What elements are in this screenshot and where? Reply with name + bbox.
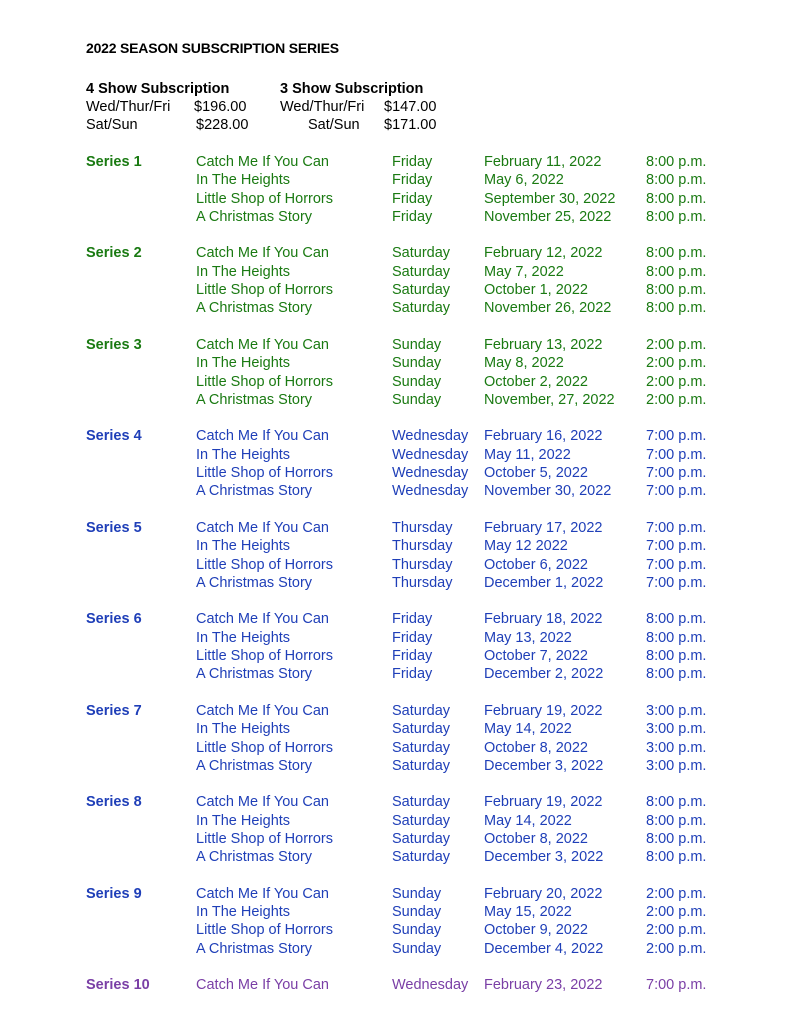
show-time: 8:00 p.m. [646, 245, 707, 262]
show-row [0, 812, 791, 830]
series-block [0, 427, 791, 500]
show-day: Saturday [392, 739, 451, 756]
series-block [0, 976, 791, 994]
series-label: Series 4 [86, 428, 142, 445]
show-day: Saturday [392, 245, 451, 262]
show-date: November, 27, 2022 [484, 391, 615, 408]
show-row [0, 665, 791, 683]
show-time: 3:00 p.m. [646, 702, 707, 719]
show-time: 8:00 p.m. [646, 154, 707, 170]
show-day: Saturday [392, 757, 451, 774]
show-date: December 2, 2022 [484, 666, 604, 683]
show-time: 8:00 p.m. [646, 263, 707, 280]
show-day: Wednesday [392, 446, 469, 463]
show-date: October 8, 2022 [484, 739, 588, 756]
price-label: Sat/Sun [308, 117, 360, 133]
show-time: 2:00 p.m. [646, 904, 707, 921]
show-row [0, 299, 791, 317]
show-title: Little Shop of Horrors [196, 922, 334, 939]
show-title: In The Heights [196, 904, 291, 921]
show-day: Friday [392, 629, 433, 646]
series-label: Series 3 [86, 336, 142, 353]
price-value: $171.00 [384, 117, 437, 133]
show-day: Sunday [392, 940, 442, 957]
show-row [0, 574, 791, 592]
price-row [86, 116, 248, 134]
show-time: 2:00 p.m. [646, 922, 707, 939]
show-date: December 3, 2022 [484, 849, 604, 866]
show-time: 7:00 p.m. [646, 538, 707, 555]
show-day: Sunday [392, 373, 442, 390]
show-day: Sunday [392, 391, 442, 408]
show-title: A Christmas Story [196, 483, 313, 500]
show-time: 7:00 p.m. [646, 574, 707, 591]
show-date: October 8, 2022 [484, 830, 588, 847]
show-date: October 1, 2022 [484, 282, 588, 299]
show-date: May 14, 2022 [484, 721, 572, 738]
show-row [0, 739, 791, 757]
show-day: Saturday [392, 263, 451, 280]
show-title: In The Heights [196, 629, 291, 646]
show-title: Little Shop of Horrors [196, 190, 334, 207]
price-row [86, 98, 248, 116]
show-day: Saturday [392, 849, 451, 866]
show-row [0, 830, 791, 848]
show-title: Catch Me If You Can [196, 428, 329, 445]
show-day: Friday [392, 154, 433, 170]
show-row [0, 153, 791, 171]
show-row [0, 281, 791, 299]
show-day: Saturday [392, 300, 451, 317]
series-block [0, 244, 791, 317]
show-row [0, 903, 791, 921]
series-label: Series 9 [86, 885, 142, 902]
show-title: A Christmas Story [196, 940, 313, 957]
series-label: Series 2 [86, 245, 142, 262]
price-label: Wed/Thur/Fri [280, 99, 365, 115]
show-title: A Christmas Story [196, 666, 313, 683]
show-row [0, 556, 791, 574]
show-time: 8:00 p.m. [646, 629, 707, 646]
show-time: 7:00 p.m. [646, 465, 707, 482]
show-row [0, 482, 791, 500]
show-time: 2:00 p.m. [646, 940, 707, 957]
show-title: Little Shop of Horrors [196, 556, 334, 573]
series-label: Series 5 [86, 519, 142, 536]
page-title: 2022 SEASON SUBSCRIPTION SERIES [86, 40, 339, 56]
series-label: Series 1 [86, 154, 142, 170]
show-row [0, 610, 791, 628]
show-date: November 26, 2022 [484, 300, 612, 317]
show-row [0, 244, 791, 262]
show-day: Saturday [392, 721, 451, 738]
show-row [0, 208, 791, 226]
show-row [0, 793, 791, 811]
show-title: Little Shop of Horrors [196, 465, 334, 482]
show-date: February 17, 2022 [484, 519, 603, 536]
show-title: In The Heights [196, 538, 291, 555]
show-time: 8:00 p.m. [646, 300, 707, 317]
series-block [0, 702, 791, 775]
show-date: May 7, 2022 [484, 263, 564, 280]
show-time: 3:00 p.m. [646, 757, 707, 774]
show-time: 8:00 p.m. [646, 648, 707, 665]
show-time: 3:00 p.m. [646, 739, 707, 756]
subscription-4-show [86, 80, 248, 134]
show-day: Friday [392, 172, 433, 189]
price-value: $147.00 [384, 99, 437, 115]
show-row [0, 848, 791, 866]
show-row [0, 171, 791, 189]
show-title: A Christmas Story [196, 849, 313, 866]
show-title: A Christmas Story [196, 391, 313, 408]
show-title: Catch Me If You Can [196, 519, 329, 536]
show-time: 8:00 p.m. [646, 172, 707, 189]
show-day: Saturday [392, 812, 451, 829]
price-value: $228.00 [196, 117, 249, 133]
series-label: Series 7 [86, 702, 142, 719]
show-row [0, 921, 791, 939]
show-date: February 13, 2022 [484, 336, 603, 353]
show-day: Thursday [392, 556, 453, 573]
subscription-header: 4 Show Subscription [86, 81, 230, 97]
show-title: Catch Me If You Can [196, 336, 329, 353]
show-day: Thursday [392, 574, 453, 591]
show-title: In The Heights [196, 355, 291, 372]
show-day: Friday [392, 648, 433, 665]
show-time: 8:00 p.m. [646, 812, 707, 829]
show-time: 8:00 p.m. [646, 794, 707, 811]
price-label: Wed/Thur/Fri [86, 99, 171, 115]
show-date: February 23, 2022 [484, 977, 603, 994]
show-title: In The Heights [196, 446, 291, 463]
show-row [0, 647, 791, 665]
show-day: Wednesday [392, 465, 469, 482]
show-time: 2:00 p.m. [646, 391, 707, 408]
show-date: September 30, 2022 [484, 190, 616, 207]
show-title: In The Heights [196, 263, 291, 280]
show-title: Catch Me If You Can [196, 977, 329, 994]
show-row [0, 464, 791, 482]
series-block [0, 610, 791, 683]
show-time: 2:00 p.m. [646, 336, 707, 353]
show-time: 3:00 p.m. [646, 721, 707, 738]
show-time: 8:00 p.m. [646, 282, 707, 299]
show-date: February 11, 2022 [484, 154, 602, 170]
series-block [0, 519, 791, 592]
show-row [0, 702, 791, 720]
show-date: May 6, 2022 [484, 172, 564, 189]
show-day: Sunday [392, 885, 442, 902]
show-row [0, 519, 791, 537]
show-row [0, 263, 791, 281]
show-time: 8:00 p.m. [646, 208, 707, 225]
series-block [0, 885, 791, 958]
show-date: May 8, 2022 [484, 355, 564, 372]
show-title: Little Shop of Horrors [196, 739, 334, 756]
show-date: October 7, 2022 [484, 648, 588, 665]
show-time: 7:00 p.m. [646, 977, 707, 994]
show-date: May 15, 2022 [484, 904, 572, 921]
series-block [0, 153, 791, 226]
show-day: Sunday [392, 922, 442, 939]
series-label: Series 6 [86, 611, 142, 628]
show-day: Saturday [392, 702, 451, 719]
show-day: Friday [392, 611, 433, 628]
show-time: 8:00 p.m. [646, 611, 707, 628]
show-row [0, 391, 791, 409]
show-title: Catch Me If You Can [196, 611, 329, 628]
show-time: 7:00 p.m. [646, 556, 707, 573]
series-list [0, 153, 791, 1013]
show-time: 8:00 p.m. [646, 666, 707, 683]
subscription-header: 3 Show Subscription [280, 81, 424, 97]
show-row [0, 336, 791, 354]
show-day: Saturday [392, 794, 451, 811]
show-day: Thursday [392, 519, 453, 536]
show-row [0, 537, 791, 555]
subscription-3-show [280, 80, 436, 134]
show-row [0, 354, 791, 372]
show-day: Friday [392, 190, 433, 207]
show-row [0, 885, 791, 903]
show-date: May 12 2022 [484, 538, 568, 555]
show-time: 8:00 p.m. [646, 849, 707, 866]
show-title: Little Shop of Horrors [196, 282, 334, 299]
show-time: 7:00 p.m. [646, 483, 707, 500]
show-title: In The Heights [196, 172, 291, 189]
show-date: February 19, 2022 [484, 794, 603, 811]
show-title: A Christmas Story [196, 574, 313, 591]
show-row [0, 373, 791, 391]
show-day: Sunday [392, 336, 442, 353]
show-day: Thursday [392, 538, 453, 555]
show-row [0, 629, 791, 647]
show-title: Catch Me If You Can [196, 154, 329, 170]
show-date: May 14, 2022 [484, 812, 572, 829]
show-title: Little Shop of Horrors [196, 373, 334, 390]
show-time: 7:00 p.m. [646, 519, 707, 536]
show-title: In The Heights [196, 812, 291, 829]
show-date: February 19, 2022 [484, 702, 603, 719]
show-row [0, 757, 791, 775]
show-row [0, 940, 791, 958]
show-date: May 13, 2022 [484, 629, 572, 646]
price-row [280, 116, 436, 134]
show-row [0, 720, 791, 738]
price-label: Sat/Sun [86, 117, 138, 133]
show-time: 8:00 p.m. [646, 190, 707, 207]
show-date: October 2, 2022 [484, 373, 588, 390]
show-time: 2:00 p.m. [646, 373, 707, 390]
show-day: Friday [392, 208, 433, 225]
show-date: February 16, 2022 [484, 428, 603, 445]
show-time: 8:00 p.m. [646, 830, 707, 847]
show-date: December 1, 2022 [484, 574, 604, 591]
series-block [0, 336, 791, 409]
show-date: October 5, 2022 [484, 465, 588, 482]
show-day: Saturday [392, 282, 451, 299]
show-title: A Christmas Story [196, 757, 313, 774]
series-label: Series 8 [86, 794, 142, 811]
show-day: Saturday [392, 830, 451, 847]
show-time: 2:00 p.m. [646, 355, 707, 372]
price-value: $196.00 [194, 99, 247, 115]
show-time: 2:00 p.m. [646, 885, 707, 902]
show-title: Catch Me If You Can [196, 702, 329, 719]
show-title: Catch Me If You Can [196, 245, 329, 262]
series-label: Series 10 [86, 977, 150, 994]
show-title: Little Shop of Horrors [196, 648, 334, 665]
show-title: Catch Me If You Can [196, 885, 329, 902]
show-date: November 30, 2022 [484, 483, 612, 500]
show-row [0, 446, 791, 464]
show-day: Wednesday [392, 977, 469, 994]
show-date: December 4, 2022 [484, 940, 604, 957]
show-date: February 18, 2022 [484, 611, 603, 628]
show-date: February 20, 2022 [484, 885, 603, 902]
show-time: 7:00 p.m. [646, 446, 707, 463]
show-date: December 3, 2022 [484, 757, 604, 774]
show-day: Sunday [392, 904, 442, 921]
show-row [0, 427, 791, 445]
show-day: Wednesday [392, 428, 469, 445]
show-day: Wednesday [392, 483, 469, 500]
show-title: Catch Me If You Can [196, 794, 329, 811]
show-date: February 12, 2022 [484, 245, 603, 262]
show-date: October 6, 2022 [484, 556, 588, 573]
show-date: November 25, 2022 [484, 208, 612, 225]
show-row [0, 976, 791, 994]
show-date: October 9, 2022 [484, 922, 588, 939]
show-title: Little Shop of Horrors [196, 830, 334, 847]
show-title: A Christmas Story [196, 300, 313, 317]
show-title: A Christmas Story [196, 208, 313, 225]
show-date: May 11, 2022 [484, 446, 571, 463]
show-time: 7:00 p.m. [646, 428, 707, 445]
show-title: In The Heights [196, 721, 291, 738]
show-day: Sunday [392, 355, 442, 372]
price-row [280, 98, 436, 116]
show-day: Friday [392, 666, 433, 683]
series-block [0, 793, 791, 866]
show-row [0, 190, 791, 208]
